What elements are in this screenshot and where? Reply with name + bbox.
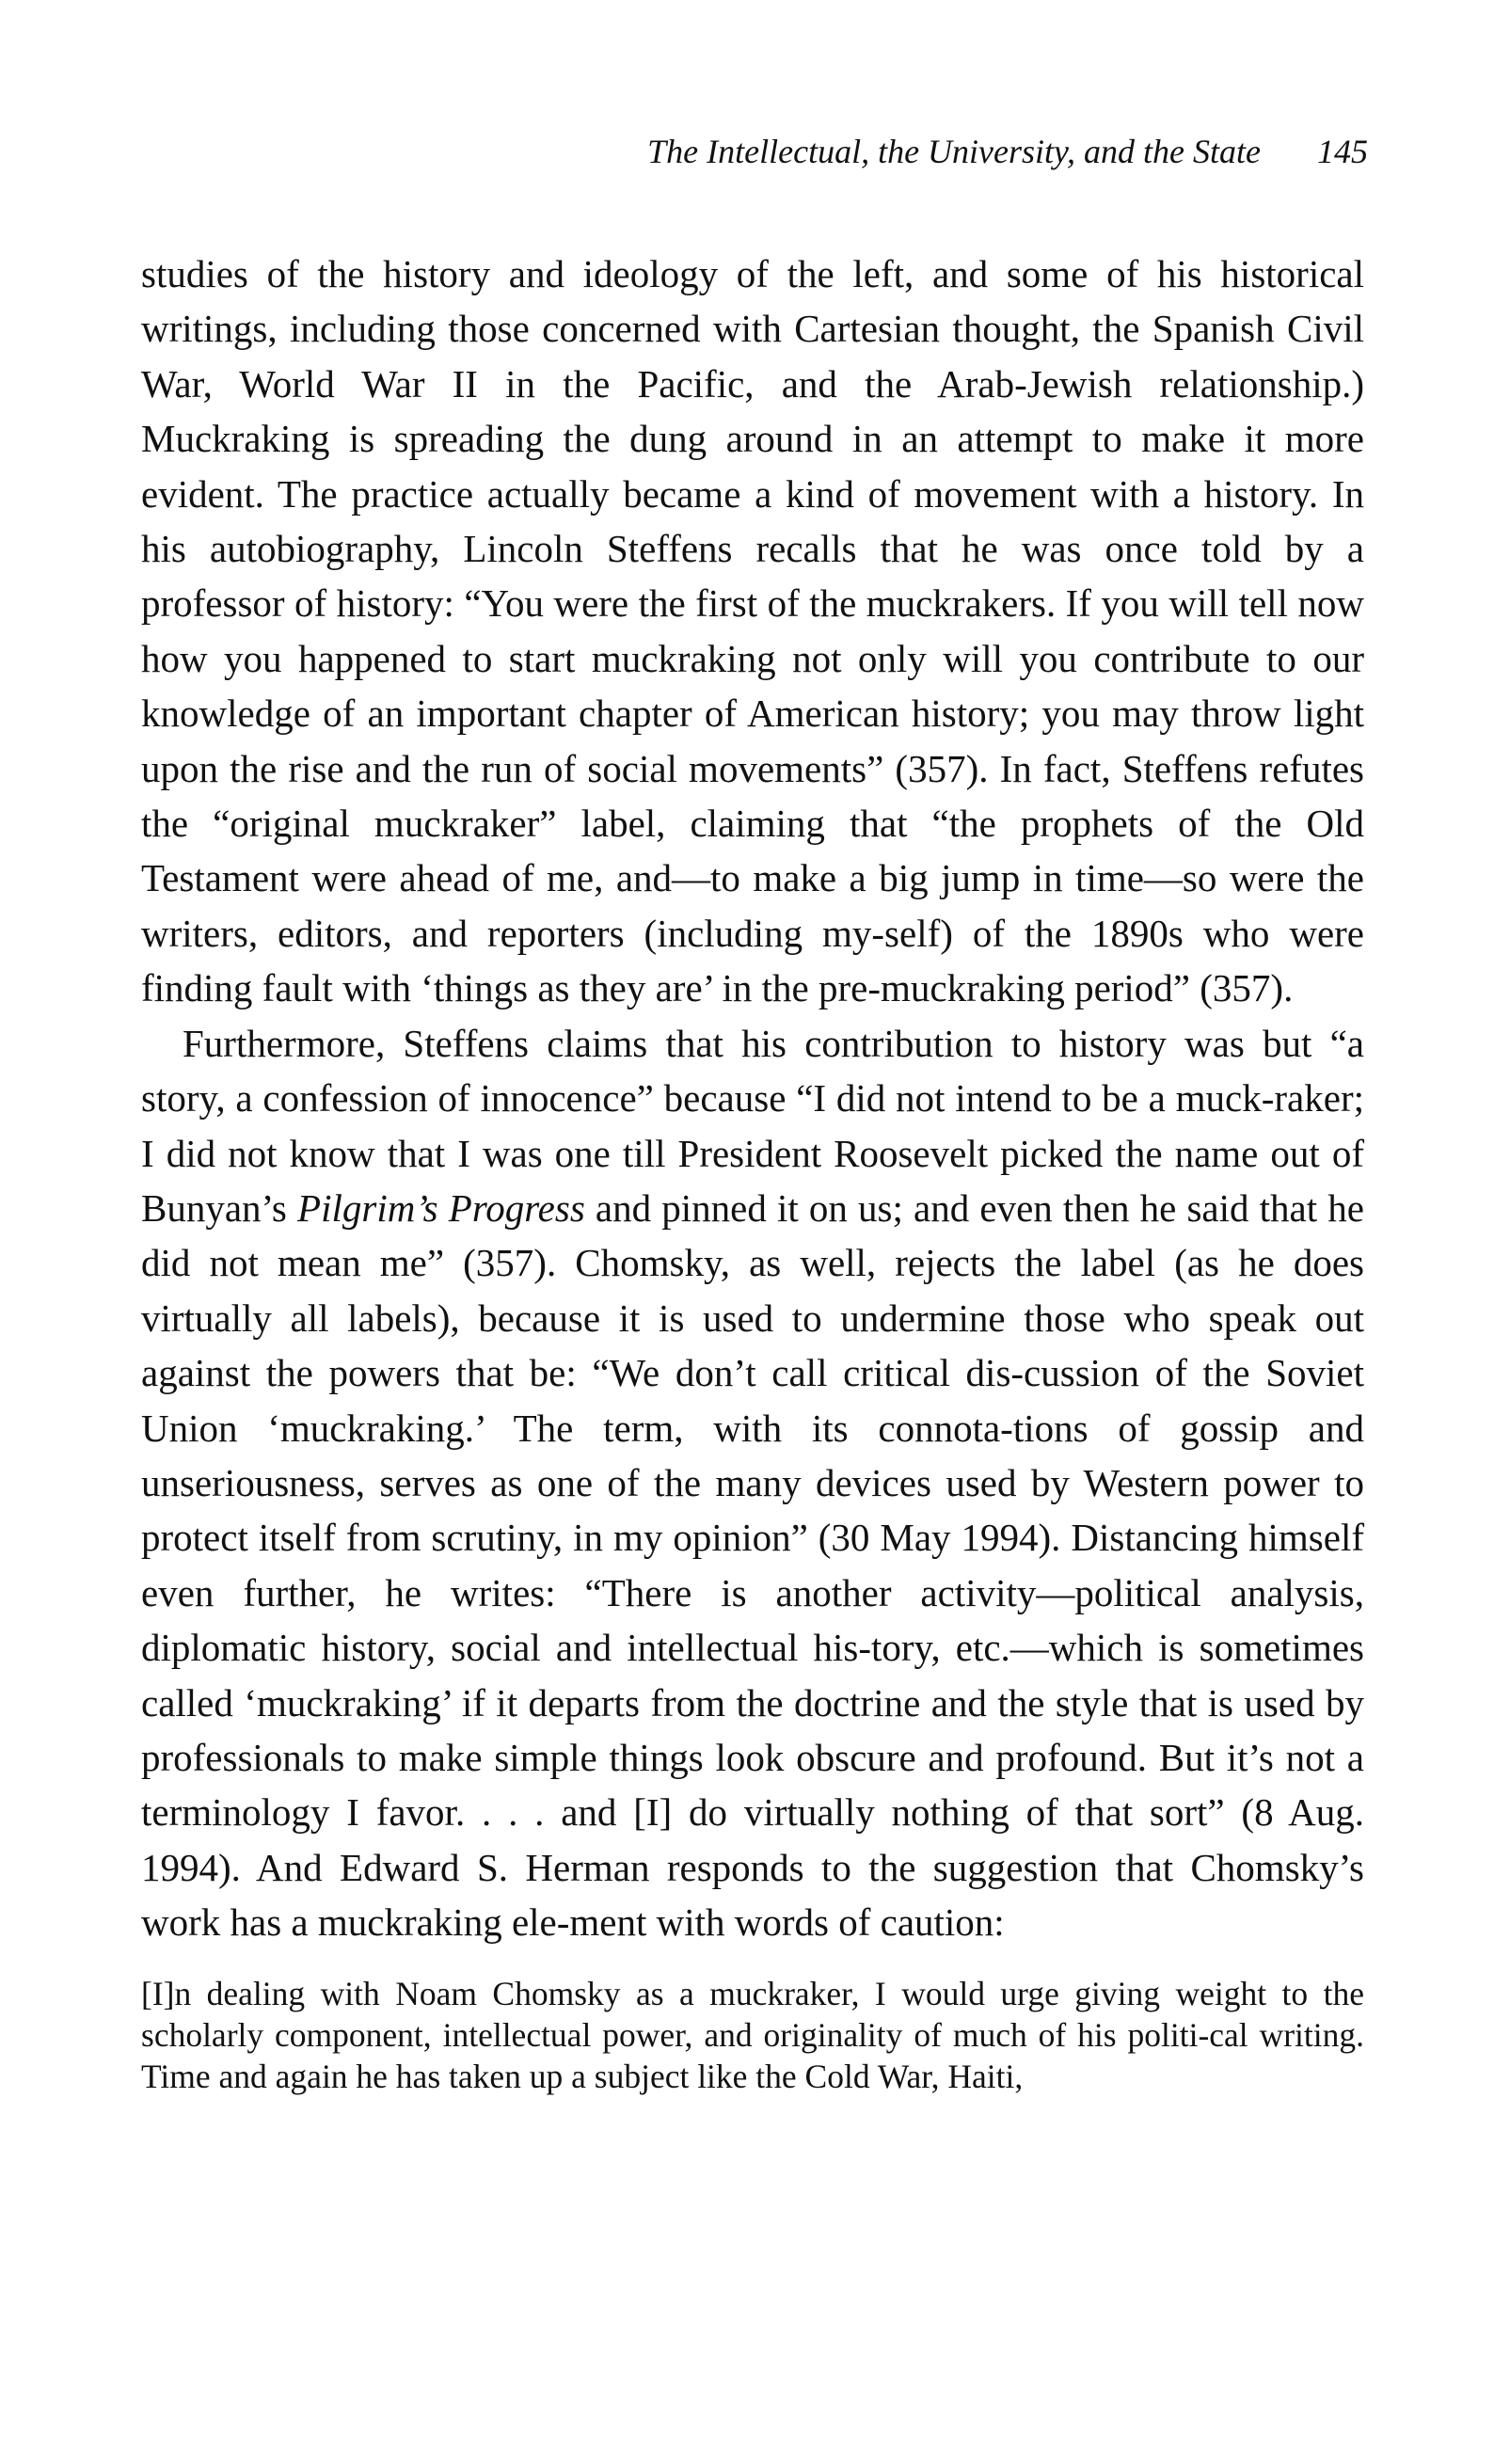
block-quote	[141, 1973, 1364, 2097]
body-text	[141, 246, 1364, 1950]
block-quote-text: [I]n dealing with Noam Chomsky as a muckraker, I would urge giving weight to the scholarly component, intellectual power, and originality of much of his politi-cal writing. Time and again he has taken up a subject like the Cold War, Haiti,	[141, 1974, 1364, 2095]
paragraph-text: Furthermore, Steffens claims that his contribution to history was but “a story, a confession of innocence” because “I did not intend to be a muck-raker; I did not know that I was one till President Roosevelt picked the name out of Bunyan’s	[141, 1021, 1364, 1230]
paragraph-text: and pinned it on us; and even then he said that he did not mean me” (357). Chomsky, as well, rejects the label (as he does virtually all labels), because it is used to undermine those who speak out against the powers that be: “We don’t call critical dis-cussion of the Soviet Union ‘muckraking.’ The term, with its connota-tions of gossip and unseriousness, serves as one of the many devices used by Western power to protect itself from scrutiny, in my opinion” (30 May 1994). Distancing himself even further, he writes: “There is another activity—political analysis, diplomatic history, social and intellectual his-tory, etc.—which is sometimes called ‘muckraking’ if it departs from the doctrine and the style that is used by professionals to make simple things look obscure and profound. But it’s not a terminology I favor. . . . and [I] do virtually nothing of that sort” (8 Aug. 1994). And Edward S. Herman responds to the suggestion that Chomsky’s work has a muckraking ele-ment with words of caution:	[141, 1185, 1364, 1945]
paragraph	[141, 1016, 1364, 1950]
book-title-italic: Pilgrim’s Progress	[297, 1185, 585, 1230]
running-title: The Intellectual, the University, and the State	[647, 133, 1261, 170]
running-head	[141, 132, 1368, 188]
book-page	[141, 132, 1368, 2097]
paragraph-text: studies of the history and ideology of the left, and some of his historical writings, including those concerned with Cartesian thought, the Spanish Civil War, World War II in the Pacific, and the Arab-Jewish relationship.) Muckraking is spreading the dung around in an attempt to make it more evident. The practice actually became a kind of movement with a history. In his autobiography, Lincoln Steffens recalls that he was once told by a professor of history: “You were the first of the muckrakers. If you will tell now how you happened to start muckraking not only will you contribute to our knowledge of an important chapter of American history; you may throw light upon the rise and the run of social movements” (357). In fact, Steffens refutes the “original muckraker” label, claiming that “the prophets of the Old Testament were ahead of me, and—to make a big jump in time—so were the writers, editors, and reporters (including my-self) of the 1890s who were finding fault with ‘things as they are’ in the pre-muckraking period” (357).	[141, 252, 1364, 1010]
page-number: 145	[1317, 133, 1368, 170]
paragraph-continued	[141, 246, 1364, 1016]
